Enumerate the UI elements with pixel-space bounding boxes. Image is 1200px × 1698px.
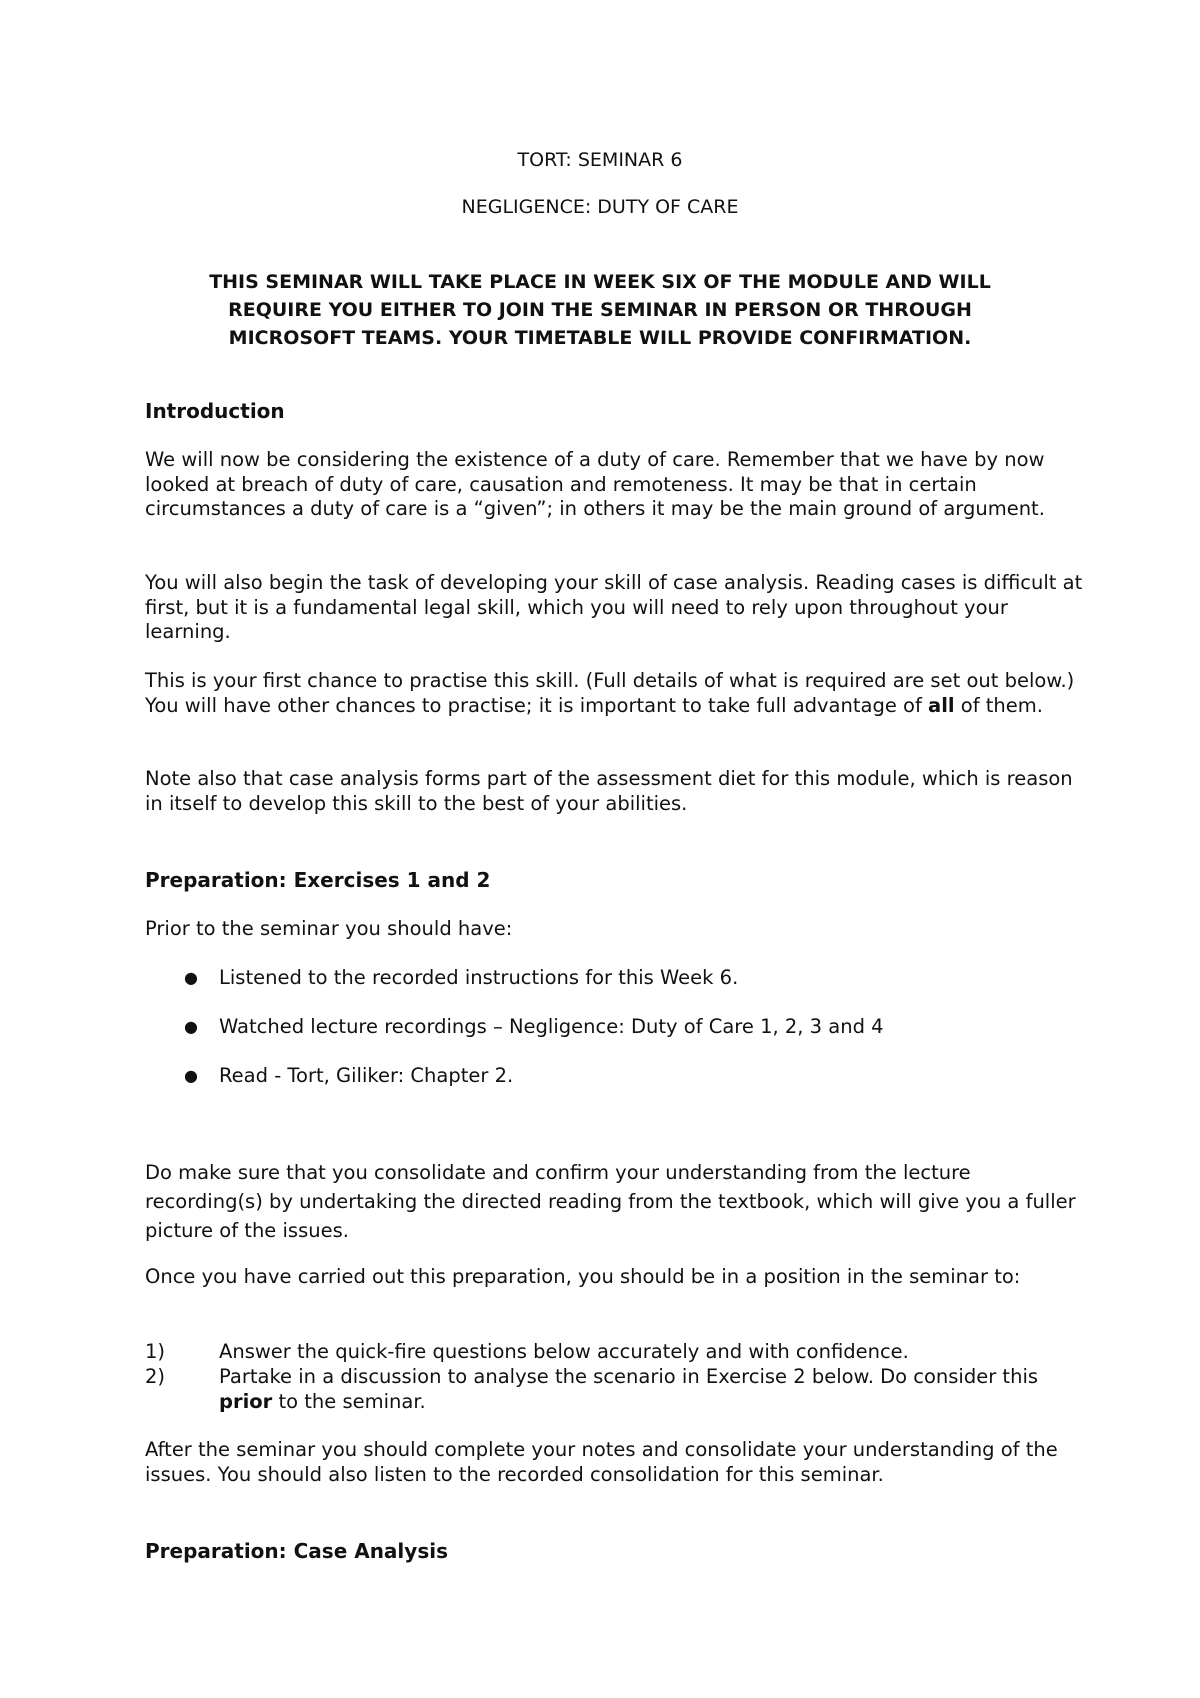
consolidate-paragraph: Do make sure that you consolidate and confirm your understanding from the lecture recording(s) by undertaking the directed reading from the textbook, which will give you a fuller picture of the issues. xyxy=(145,1161,1076,1242)
emphasis-all: all xyxy=(928,693,955,717)
page-subtitle: NEGLIGENCE: DUTY OF CARE xyxy=(461,196,739,218)
bullet-icon: ● xyxy=(184,1066,198,1085)
intro-paragraph-2: You will also begin the task of developing your skill of case analysis. Reading cases is difficult at first, but it is a fundamental legal skill, which you will need to rely upon throughout your learning. xyxy=(145,571,1083,643)
introduction-heading: Introduction xyxy=(145,399,285,423)
bullet-icon: ● xyxy=(184,968,198,987)
after-paragraph: After the seminar you should complete your notes and consolidate your understanding of the issues. You should also listen to the recorded consolidation for this seminar. xyxy=(145,1438,1058,1486)
intro-paragraph-3: This is your first chance to practise this skill. (Full details of what is required are set out below.) You will have other chances to practise; it is important to take full advantage of all of them. xyxy=(145,669,1075,717)
bullet-icon: ● xyxy=(184,1017,198,1036)
intro-paragraph-1: We will now be considering the existence of a duty of care. Remember that we have by now looked at breach of duty of care, causation and remoteness. It may be that in certain circumstances a duty of care is a “given”; in others it may be the main ground of argument. xyxy=(145,448,1045,520)
seminar-notice: THIS SEMINAR WILL TAKE PLACE IN WEEK SIX OF THE MODULE AND WILL REQUIRE YOU EITHER TO JOIN THE SEMINAR IN PERSON OR THROUGH MICROSOFT TEAMS. YOUR TIMETABLE WILL PROVIDE CONFIRMATION. xyxy=(209,271,991,349)
once-paragraph: Once you have carried out this preparation, you should be in a position in the seminar to: xyxy=(145,1265,1021,1288)
document-page: TORT: SEMINAR 6 NEGLIGENCE: DUTY OF CARE THIS SEMINAR WILL TAKE PLACE IN WEEK SIX OF THE MODULE AND WILL REQUIRE YOU EITHER TO JOIN THE SEMINAR IN PERSON OR THROUGH MICROSOFT TEAMS. YOUR TIMETABLE WILL PROVIDE CONFIRMATION. Introduction We will now be considering the existence of a duty of care. Remember that we have by now looked at breach of duty of care, causation and remoteness. It may be that in certain circumstances a duty of care is a “given”; in others it may be the main ground of argument. You will also begin the task of developing your skill of case analysis. Reading cases is difficult at first, but it is a fundamental legal skill, which you will need to rely upon throughout your learning. This is your first chance to practise this skill. (Full details of what is required are set out below.) You will have other chances to practise; it is important to take full advantage of all of them. Note also that case analysis forms part of the assessment diet for this module, which is reason in itself to develop this skill to the best of your abilities. Preparation: Exercises 1 and 2 Prior to the seminar you should have: ● Listened to the recorded instructions for this Week 6. ● Watched lecture recordings – Negligence: Duty of Care 1, 2, 3 and 4 ● Read - Tort, Giliker: Chapter 2. Do make sure that you consolidate and confirm your understanding from the lecture recording(s) by undertaking the directed reading from the textbook, which will give you a fuller picture of the issues. Once you have carried out this preparation, you should be in a position in the seminar to: 1) Answer the quick-fire questions below accurately and with confidence. 2) Partake in a discussion to analyse the scenario in Exercise 2 below. Do consider this prior to the seminar. After the seminar you should complete your notes and consolidate your understanding of the issues. You should also listen to the recorded consolidation for this seminar. Preparation: Case Analysis xyxy=(0,0,1200,1698)
preparation-heading: Preparation: Exercises 1 and 2 xyxy=(145,868,491,892)
page-title: TORT: SEMINAR 6 xyxy=(517,149,683,171)
case-analysis-heading: Preparation: Case Analysis xyxy=(145,1539,448,1563)
intro-paragraph-4: Note also that case analysis forms part of the assessment diet for this module, which is reason in itself to develop this skill to the best of your abilities. xyxy=(145,767,1073,815)
emphasis-prior: prior xyxy=(219,1389,273,1413)
preparation-intro: Prior to the seminar you should have: xyxy=(145,917,513,940)
